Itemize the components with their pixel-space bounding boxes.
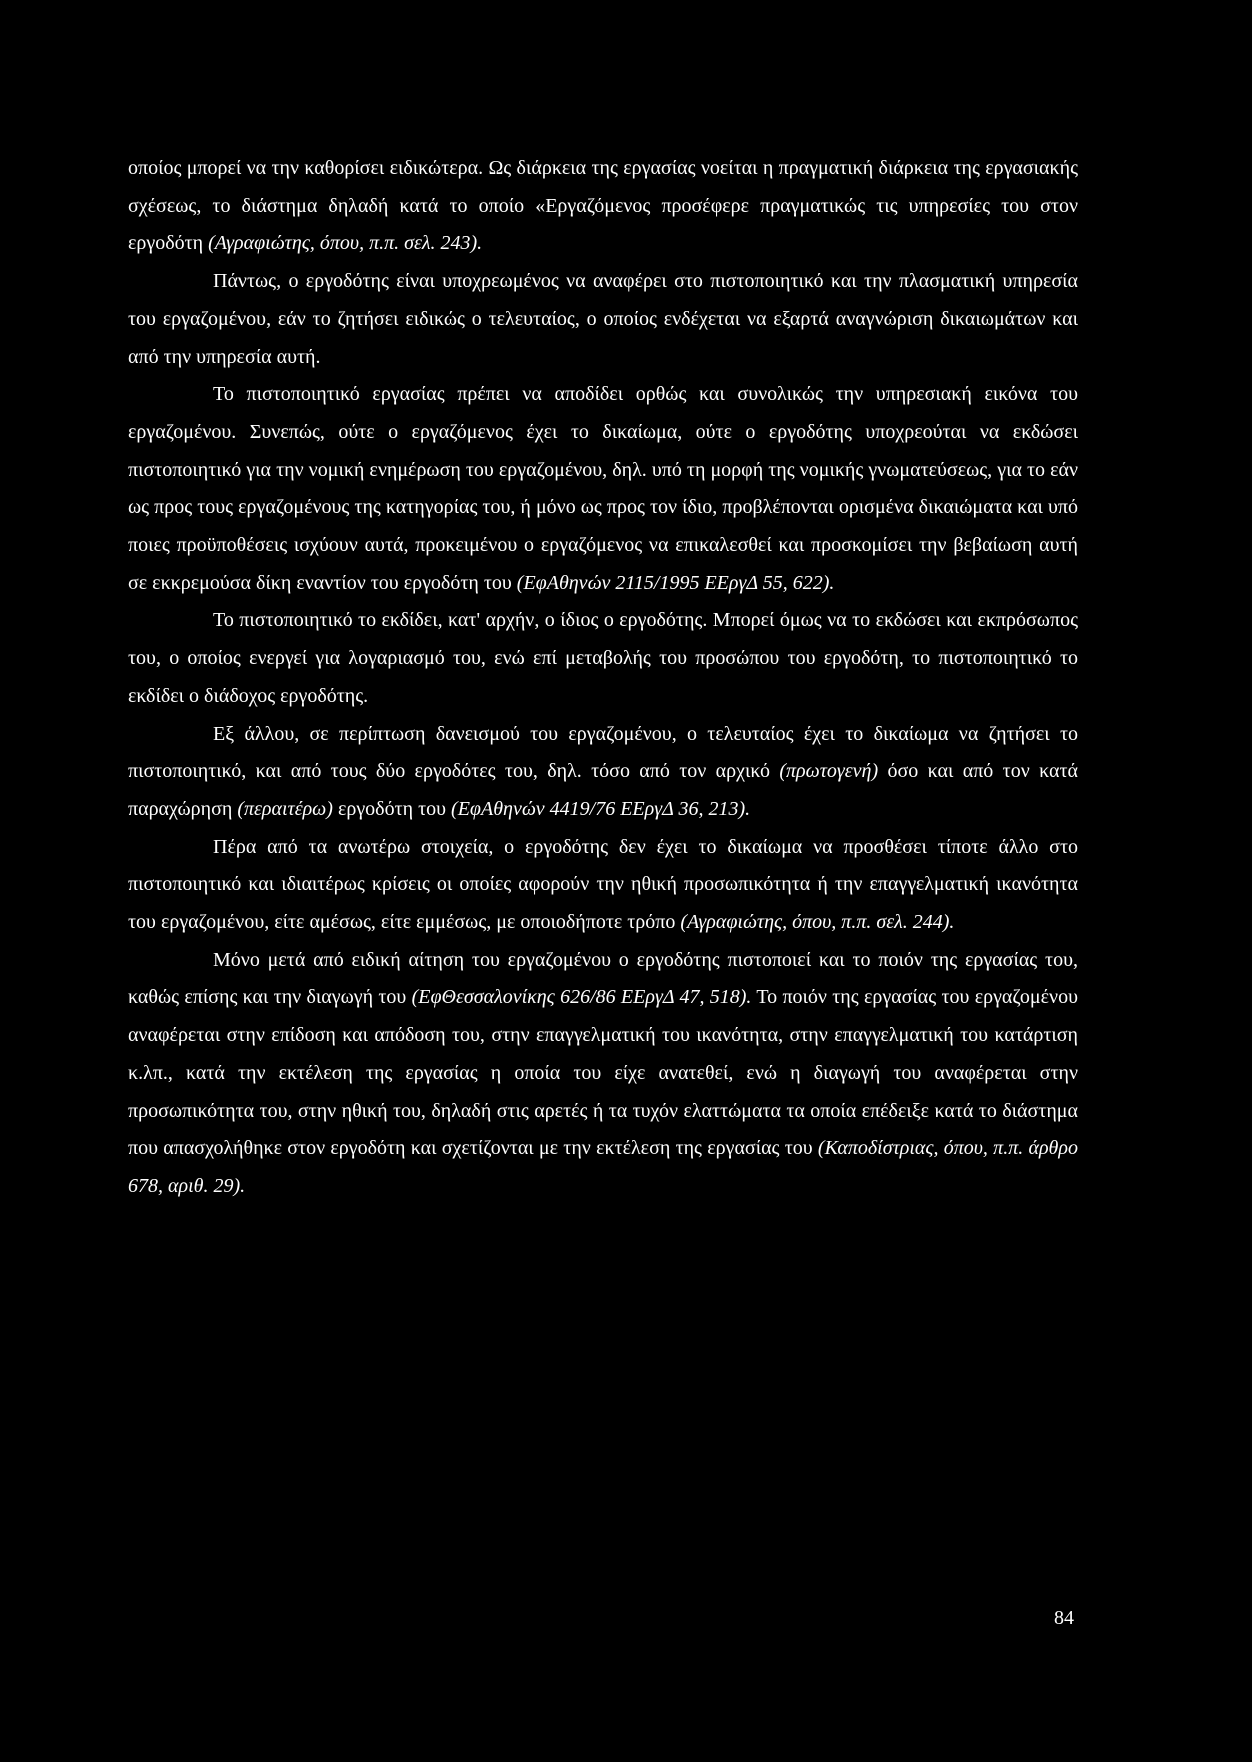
text-run: Το πιστοποιητικό το εκδίδει, κατ' αρχήν, ο ίδιος ο εργοδότης. Μπορεί όμως να το εκδώσει και εκπρόσωπος του, ο οποίος ενεργεί για λογαριασμό του, ενώ επί μεταβολής του προσώπου του εργοδότη, το πιστοποιητικό το εκδίδει ο διάδοχος εργοδότης. — [128, 609, 1078, 707]
text-run: εργοδότη του — [332, 797, 452, 820]
paragraph — [128, 150, 1078, 263]
text-run: Το πιστοποιητικό εργασίας πρέπει να αποδίδει ορθώς και συνολικώς την υπηρεσιακή εικόνα του εργαζομένου. Συνεπώς, ούτε ο εργαζόμενος έχει το δικαίωμα, ούτε ο εργοδότης υποχρεούται να εκδώσει πιστοποιητικό για την νομική ενημέρωση του εργαζομένου, δηλ. υπό τη μορφή της νομικής γνωματεύσεως, για το εάν ως προς τους εργαζομένους της κατηγορίας του, ή μόνο ως προς τον ίδιο, προβλέπονται ορισμένα δικαιώματα και υπό ποιες προϋποθέσεις ισχύουν αυτά, προκειμένου ο εργαζόμενος να επικαλεσθεί και προσκομίσει την βεβαίωση αυτή σε εκκρεμούσα δίκη εναντίον του εργοδότη του — [128, 383, 1078, 594]
citation: (περαιτέρω) — [237, 797, 333, 820]
text-run: Μόνο μετά από ειδική αίτηση του εργαζομένου ο εργοδότης πιστοποιεί και το ποιόν της εργασίας του, καθώς επίσης και την διαγωγή του — [128, 948, 1078, 1009]
page-number: 84 — [1054, 1607, 1074, 1629]
citation: (Καποδίστριας, όπου, π.π. άρθρο 678, αριθ. 29). — [128, 1137, 1078, 1197]
citation: (ΕφΘεσσαλονίκης 626/86 ΕΕργΔ 47, 518). — [411, 986, 752, 1009]
text-run: οποίος μπορεί να την καθορίσει ειδικώτερα. Ως διάρκεια της εργασίας νοείται η πραγματική διάρκεια της εργασιακής σχέσεως, το διάστημα δηλαδή κατά το οποίο «Εργαζόμενος προσέφερε πραγματικώς τις υπηρεσίες του στον εργοδότη — [128, 157, 1078, 255]
text-run: Το ποιόν της εργασίας του εργαζομένου αναφέρεται στην επίδοση και απόδοση του, στην επαγγελματική του ικανότητα, στην επαγγελματική του κατάρτιση κ.λπ., κατά την εκτέλεση της εργασίας η οποία του είχε ανατεθεί, ενώ η διαγωγή του αναφέρεται στην προσωπικότητα του, στην ηθική του, δηλαδή στις αρετές ή τα τυχόν ελαττώματα τα οποία επέδειξε κατά το διάστημα που απασχολήθηκε στον εργοδότη και σχετίζονται με την εκτέλεση της εργασίας του — [128, 986, 1078, 1160]
text-run: Εξ άλλου, σε περίπτωση δανεισμού του εργαζομένου, ο τελευταίος έχει το δικαίωμα να ζητήσει το πιστοποιητικό, και από τους δύο εργοδότες του, δηλ. τόσο από τον αρχικό — [128, 722, 1078, 783]
citation: (ΕφΑθηνών 2115/1995 ΕΕργΔ 55, 622). — [516, 571, 835, 594]
citation: (Αγραφιώτης, όπου, π.π. σελ. 244). — [680, 911, 955, 934]
paragraph — [128, 602, 1078, 715]
paragraph — [128, 376, 1078, 602]
body-text — [128, 150, 1078, 1206]
paragraph — [128, 263, 1078, 376]
text-run: Πάντως, ο εργοδότης είναι υποχρεωμένος να αναφέρει στο πιστοποιητικό και την πλασματική υπηρεσία του εργαζομένου, εάν το ζητήσει ειδικώς ο τελευταίος, ο οποίος ενδέχεται να εξαρτά αναγνώριση δικαιωμάτων και από την υπηρεσία αυτή. — [128, 270, 1078, 368]
paragraph — [128, 942, 1078, 1206]
text-run: Πέρα από τα ανωτέρω στοιχεία, ο εργοδότης δεν έχει το δικαίωμα να προσθέσει τίποτε άλλο στο πιστοποιητικό και ιδιαιτέρως κρίσεις οι οποίες αφορούν την ηθική προσωπικότητα ή την επαγγελματική ικανότητα του εργαζομένου, είτε αμέσως, είτε εμμέσως, με οποιοδήποτε τρόπο — [128, 835, 1078, 934]
paragraph — [128, 829, 1078, 942]
citation: (πρωτογενή) — [779, 760, 879, 783]
paragraph — [128, 716, 1078, 829]
citation: (Αγραφιώτης, όπου, π.π. σελ. 243). — [208, 232, 483, 255]
citation: (ΕφΑθηνών 4419/76 ΕΕργΔ 36, 213). — [451, 797, 751, 820]
text-run: όσο και από τον κατά παραχώρηση — [128, 760, 1078, 820]
